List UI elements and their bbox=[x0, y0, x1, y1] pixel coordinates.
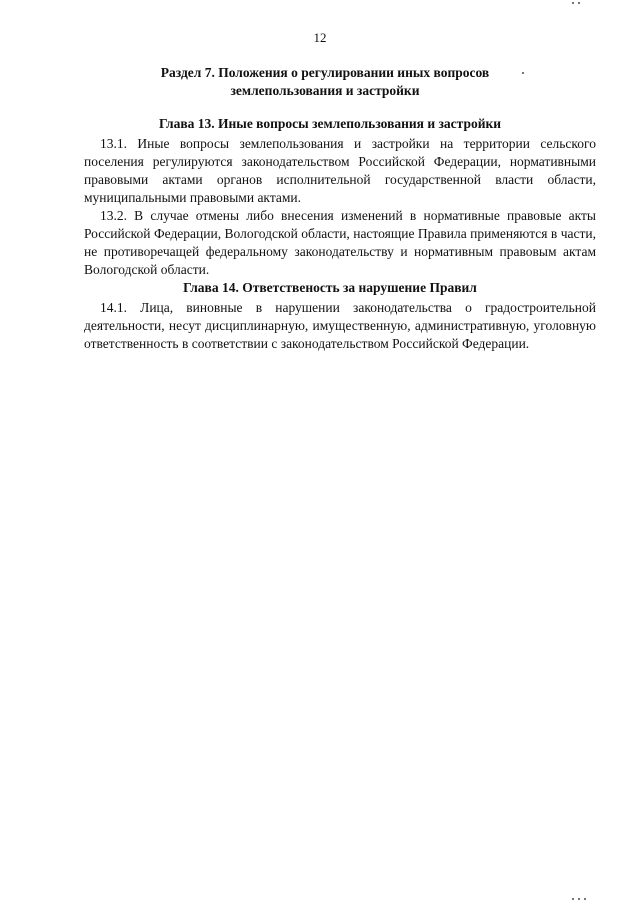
paragraph-14-1: 14.1. Лица, виновные в нарушении законодательства о градостроительной деятельности, несут дисциплинарную, имущественную, административную, уголовную ответственность в соответствии с законодательством Российской Федерации. bbox=[84, 300, 596, 351]
paragraph-13-2: 13.2. В случае отмены либо внесения изменений в нормативные правовые акты Российской Федерации, Вологодской области, настоящие Правила применяются в части, не противоречащей федеральному законодательству и нормативным правовым актам Вологодской области. bbox=[84, 208, 596, 277]
scan-artifact bbox=[572, 2, 574, 4]
scan-artifact bbox=[584, 898, 586, 900]
section-title-line2: землепользования и застройки bbox=[230, 83, 420, 98]
paragraph-13-1: 13.1. Иные вопросы землепользования и застройки на территории сельского поселения регулируются законодательством Российской Федерации, нормативными правовыми актами органов исполнительной государственной власти области, муниципальными правовыми актами. bbox=[84, 136, 596, 205]
scan-artifact bbox=[578, 898, 580, 900]
page-number: 12 bbox=[313, 30, 327, 45]
section-title bbox=[90, 64, 560, 100]
section-title-line1: Раздел 7. Положения о регулировании иных вопросов bbox=[160, 65, 490, 80]
scan-artifact bbox=[522, 72, 524, 74]
scan-artifact bbox=[578, 2, 580, 4]
chapter-13-title: Глава 13. Иные вопросы землепользования и застройки bbox=[158, 116, 502, 131]
chapter-14-title: Глава 14. Ответственость за нарушение Правил bbox=[183, 280, 477, 295]
scan-artifact bbox=[572, 898, 574, 900]
